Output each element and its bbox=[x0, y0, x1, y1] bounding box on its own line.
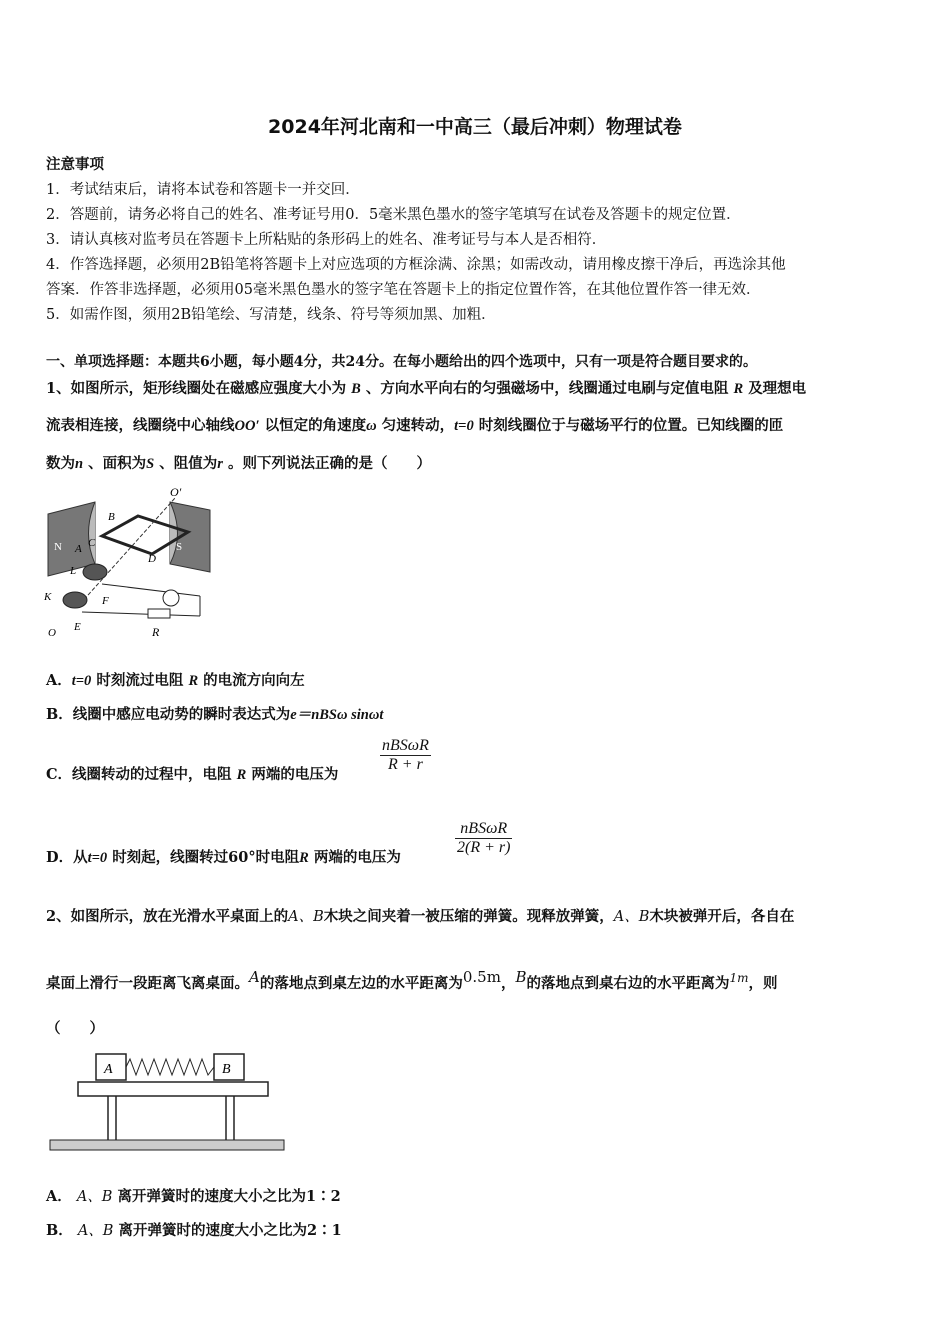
fig-label-O: O bbox=[48, 627, 56, 639]
q1-option-d-fraction: nBSωR 2(R + r) bbox=[457, 820, 511, 856]
fig-label-O-prime: O′ bbox=[170, 485, 182, 499]
fig-label-A: A bbox=[75, 543, 82, 555]
fig-label-D: D bbox=[148, 553, 156, 565]
notice-item-1: 1．考试结束后，请将本试卷和答题卡一并交回． bbox=[46, 182, 360, 198]
page-title: 2024年河北南和一中高三（最后冲刺）物理试卷 bbox=[268, 116, 682, 138]
fig-block-a-label: A bbox=[104, 1062, 113, 1077]
q1-option-a: A．t=0 时刻流过电阻 R 的电流方向向左 bbox=[46, 672, 305, 689]
q2-table-figure bbox=[46, 1048, 286, 1158]
q1-generator-figure bbox=[40, 484, 220, 644]
fig-label-F: F bbox=[102, 595, 109, 607]
fig-block-b-label: B bbox=[222, 1062, 231, 1077]
notice-item-3: 3．请认真核对监考员在答题卡上所粘贴的条形码上的姓名、准考证号与本人是否相符． bbox=[46, 232, 607, 248]
notice-item-2: 2．答题前，请务必将自己的姓名、准考证号用0．5毫米黑色墨水的签字笔填写在试卷及答题卡的规定位置． bbox=[46, 207, 741, 223]
notice-item-4: 4．作答选择题，必须用2B铅笔将答题卡上对应选项的方框涂满、涂黑；如需改动，请用橡皮擦干净后，再选涂其他 bbox=[46, 257, 786, 273]
q1-option-c: C．线圈转动的过程中，电阻 R 两端的电压为 bbox=[46, 766, 339, 783]
notice-item-4-cont: 答案．作答非选择题，必须用05毫米黑色墨水的签字笔在答题卡上的指定位置作答，在其他位置作答一律无效． bbox=[46, 282, 761, 298]
fig-label-N: N bbox=[54, 541, 62, 553]
q2-option-b: B． A、B 离开弹簧时的速度大小之比为2∶1 bbox=[46, 1222, 342, 1239]
q1-line1: 1、如图所示，矩形线圈处在磁感应强度大小为 B 、方向水平向右的匀强磁场中，线圈通过电刷与定值电阻 R 及理想电 bbox=[46, 380, 807, 397]
fig-label-L: L bbox=[70, 565, 77, 577]
fig-label-E: E bbox=[74, 621, 81, 633]
fig-label-K: K bbox=[44, 591, 52, 603]
notice-item-5: 5．如需作图，须用2B铅笔绘、写清楚，线条、符号等须加黑、加粗． bbox=[46, 307, 496, 323]
notice-heading: 注意事项 bbox=[46, 156, 104, 173]
section-heading: 一、单项选择题：本题共6小题，每小题4分，共24分。在每小题给出的四个选项中，只有一项是符合题目要求的。 bbox=[46, 354, 757, 370]
q2-option-a: A． A、B 离开弹簧时的速度大小之比为1∶2 bbox=[46, 1188, 341, 1205]
q1-option-b: B．线圈中感应电动势的瞬时表达式为e＝nBSω sinωt bbox=[46, 706, 384, 723]
q2-paren: （ ） bbox=[46, 1020, 104, 1037]
fig-label-C: C bbox=[88, 537, 96, 549]
q1-line3: 数为n 、面积为S 、阻值为r 。则下列说法正确的是（ ） bbox=[46, 455, 431, 472]
q1-line2: 流表相连接，线圈绕中心轴线OO′ 以恒定的角速度ω 匀速转动，t=0 时刻线圈位于与磁场平行的位置。已知线圈的匝 bbox=[46, 417, 784, 434]
q2-line1: 2、如图所示，放在光滑水平桌面上的A、B木块之间夹着一被压缩的弹簧。现释放弹簧，A、B木块被弹开后，各自在 bbox=[46, 908, 795, 925]
q1-option-d: D．从t=0 时刻起，线圈转过60°时电阻R 两端的电压为 bbox=[46, 849, 401, 866]
q1-option-c-fraction: nBSωR R + r bbox=[382, 737, 429, 773]
q2-line2: 桌面上滑行一段距离飞离桌面。$^A$的落地点到桌左边的水平距离为$^{0.5m}$，$^B$的落地点到桌右边的水平距离为$^{1m}$，则 bbox=[46, 968, 778, 992]
fig-label-R: R bbox=[152, 625, 160, 639]
fig-label-S: S bbox=[176, 541, 183, 553]
fig-label-B: B bbox=[108, 511, 115, 523]
